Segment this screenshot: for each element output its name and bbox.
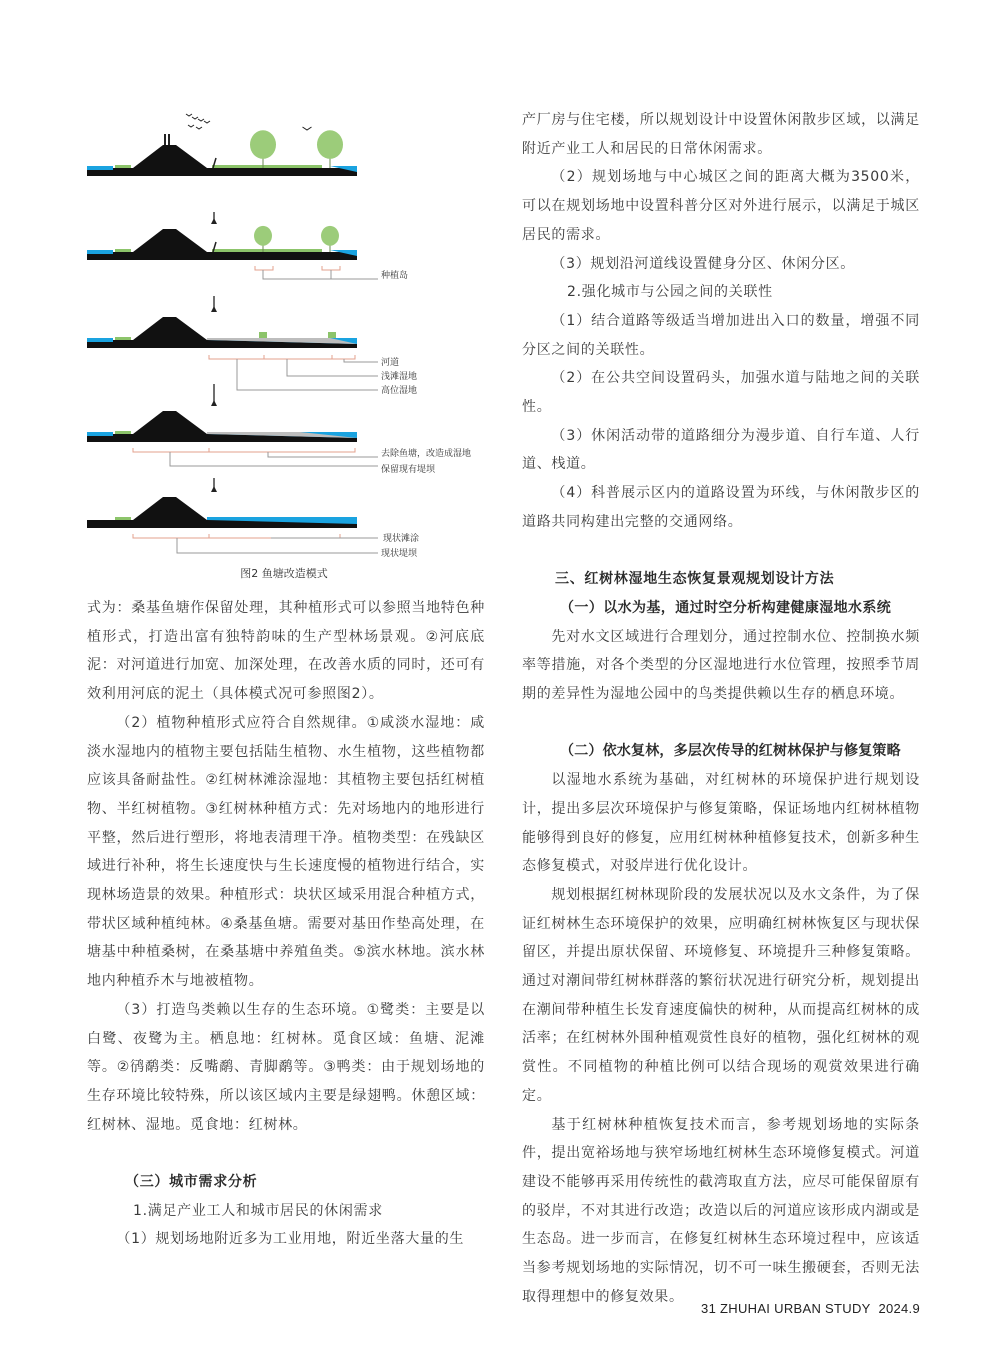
right-paragraph-1: 产厂房与住宅楼，所以规划设计中设置休闲散步区域，以满足附近产业工人和居民的日常休闲需求。 xyxy=(522,112,920,157)
page-footer xyxy=(701,1301,920,1316)
reed-icon xyxy=(259,332,267,338)
dam xyxy=(113,497,207,520)
left-paragraph-3: （3）打造鸟类赖以生存的生态环境。①鹭类：主要是以白鹭、夜鹭为主。栖息地：红树林。觅食区域：鱼塘、泥滩等。②鸻鹬类：反嘴鹬、青脚鹬等。③鸭类：由于规划场地的生存环境比较特殊，所以该区域内主要是绿翅鸭。休憩区域：红树林、湿地。觅食地：红树林。 xyxy=(87,1001,485,1133)
right-paragraph-11: 基于红树林种植恢复技术而言，参考规划场地的实际条件，提出宽裕场地与狭窄场地红树林生态环境修复模式。河道建设不能够再采用传统性的截湾取直方法，应尽可能保留原有的驳岸，不对其进行改造；改造以后的河道应该形成内湖或是生态岛。进一步而言，在修复红树林生态环境过程中，应该适当参考规划场地的实际情况，切不可一味生搬硬套，否则无法取得理想中的修复效果。 xyxy=(522,1116,920,1305)
grass-icon xyxy=(115,337,131,340)
label-current-mudflat: 现状滩涂 xyxy=(383,534,420,544)
label-shoal-wetland: 浅滩湿地 xyxy=(381,372,418,382)
reed-icon xyxy=(328,332,336,338)
up-arrow-head xyxy=(211,306,217,312)
tree-icon xyxy=(250,130,276,159)
grass-icon xyxy=(212,165,322,168)
issue-number: 2024.9 xyxy=(878,1301,920,1316)
right-column xyxy=(522,106,920,1312)
grass-icon xyxy=(115,431,131,434)
label-river: 河道 xyxy=(381,358,400,368)
tree-icon xyxy=(321,226,339,246)
up-arrow-head xyxy=(211,218,217,224)
ground xyxy=(87,168,357,176)
water-left xyxy=(87,166,113,170)
dam xyxy=(113,229,207,252)
label-planting-island: 种植岛 xyxy=(381,271,409,281)
person-icon xyxy=(164,134,166,145)
person-icon xyxy=(168,134,170,145)
flying-bird-icon xyxy=(196,127,202,129)
left-paragraph-1: 式为：桑基鱼塘作保留处理，其种植形式可以参照当地特色种植形式，打造出富有独特韵味的生产型林场景观。②河底底泥：对河道进行加宽、加深处理，在改善水质的同时，还可有效利用河底的泥土（具体模式况可参照图2）。 xyxy=(87,600,485,703)
up-arrow-head xyxy=(211,400,217,406)
flying-bird-icon xyxy=(303,127,312,130)
journal-name: ZHUHAI URBAN STUDY xyxy=(720,1301,871,1316)
label-remove-pond: 去除鱼塘，改造成湿地 xyxy=(381,449,472,459)
left-paragraph-2: （2）植物种植形式应符合自然规律。①咸淡水湿地：咸淡水湿地内的植物主要包括陆生植物、水生植物，这些植物都应该具备耐盐性。②红树林滩涂湿地：其植物主要包括红树植物、半红树植物。③红树林种植方式：先对场地内的地形进行平整，然后进行塑形，将地表清理干净。植物类型：在残缺区域进行补种，将生长速度快与生长速度慢的植物进行结合，实现林场造景的效果。种植形式：块状区域采用混合种植方式，带状区域种植纯林。④桑基鱼塘。需要对基田作垫高处理，在塘基中种植桑树，在桑基塘中养殖鱼类。⑤滨水林地。滨水林地内种植乔木与地被植物。 xyxy=(87,714,485,990)
left-column xyxy=(87,594,485,1254)
figure-caption: 图2 鱼塘改造模式 xyxy=(240,567,328,580)
flying-bird-icon xyxy=(186,114,192,116)
grass-icon xyxy=(212,249,322,252)
bracket xyxy=(209,355,355,359)
tree-icon xyxy=(254,226,272,246)
subheading-city-park-link: 2.强化城市与公园之间的关联性 xyxy=(567,284,773,301)
tree-icon xyxy=(317,130,343,159)
grass-icon xyxy=(115,165,131,168)
dam xyxy=(113,411,207,434)
leader-line xyxy=(263,270,378,279)
grass-icon xyxy=(115,517,131,520)
up-arrow-head xyxy=(211,486,217,492)
right-paragraph-4: （1）结合道路等级适当增加进出入口的数量，增强不同分区之间的关联性。 xyxy=(522,312,920,358)
right-paragraph-7: （4）科普展示区内的道路设置为环线，与休闲散步区的道路共同构建出完整的交通网络。 xyxy=(522,485,920,530)
dam xyxy=(113,317,207,340)
leader-line xyxy=(177,538,378,553)
subheading-leisure-needs: 1.满足产业工人和城市居民的休闲需求 xyxy=(133,1202,383,1219)
right-paragraph-8: 先对水文区域进行合理划分，通过控制水位、控制换水频率等措施，对各个类型的分区湿地进行水位管理，按照季节周期的差异性为湿地公园中的鸟类提供赖以生存的栖息环境。 xyxy=(522,628,920,703)
left-paragraph-4: （1）规划场地附近多为工业用地，附近坐落大量的生 xyxy=(116,1231,465,1248)
flying-bird-icon xyxy=(198,119,204,121)
bracket xyxy=(133,448,355,452)
leader-line xyxy=(237,359,378,390)
bracket xyxy=(255,266,340,270)
right-paragraph-10: 规划根据红树林现阶段的发展状况以及水文条件，为了保证红树林生态环境保护的效果，应明确红树林恢复区与现状保留区，并提出原状保留、环境修复、环境提升三种修复策略。通过对潮间带红树林群落的繁衍状况进行研究分析，规划提出在潮间带种植生长发育速度偏快的树种，从而提高红树林的成活率；在红树林外围种植观赏性良好的植物，强化红树林的观赏性。不同植物的种植比例可以结合现场的观赏效果进行确定。 xyxy=(522,886,920,1104)
section-heading-water-system: （一）以水为基，通过时空分析构建健康湿地水系统 xyxy=(560,599,892,616)
chapter-heading: 三、红树林湿地生态恢复景观规划设计方法 xyxy=(555,571,835,588)
right-paragraph-2: （2）规划场地与中心城区之间的距离大概为3500米，可以在规划场地中设置科普分区对外进行展示，以满足于城区居民的需求。 xyxy=(522,169,920,243)
ground xyxy=(87,252,357,260)
right-paragraph-3: （3）规划沿河道线设置健身分区、休闲分区。 xyxy=(551,255,855,272)
label-keep-dam: 保留现有堤坝 xyxy=(381,465,436,475)
section-heading-mangrove-restoration: （二）依水复林，多层次传导的红树林保护与修复策略 xyxy=(560,743,901,760)
section-heading-city-demand: （三）城市需求分析 xyxy=(125,1174,258,1191)
water-left xyxy=(87,432,113,436)
right-paragraph-6: （3）休闲活动带的道路细分为漫步道、自行车道、人行道、栈道。 xyxy=(522,427,920,473)
right-paragraph-9: 以湿地水系统为基础，对红树林的环境保护进行规划设计，提出多层次环境保护与修复策略，保证场地内红树林植物能够得到良好的修复，应用红树林种植修复技术，创新多种生态修复模式，对驳岸进行优化设计。 xyxy=(522,772,920,875)
water-left xyxy=(87,250,113,254)
water-left xyxy=(87,338,113,342)
page-number: 31 xyxy=(701,1301,717,1316)
grass-icon xyxy=(115,249,131,252)
right-paragraph-5: （2）在公共空间设置码头，加强水道与陆地之间的关联性。 xyxy=(522,370,920,416)
dam xyxy=(113,145,207,168)
bracket xyxy=(133,534,340,538)
flying-bird-icon xyxy=(204,121,210,123)
label-high-wetland: 高位湿地 xyxy=(381,386,418,396)
leader-line xyxy=(170,452,378,466)
label-current-dam: 现状堤坝 xyxy=(381,549,418,559)
flying-bird-icon xyxy=(188,125,194,127)
flying-bird-icon xyxy=(192,117,198,119)
figure-fish-pond-transformation xyxy=(0,0,520,590)
